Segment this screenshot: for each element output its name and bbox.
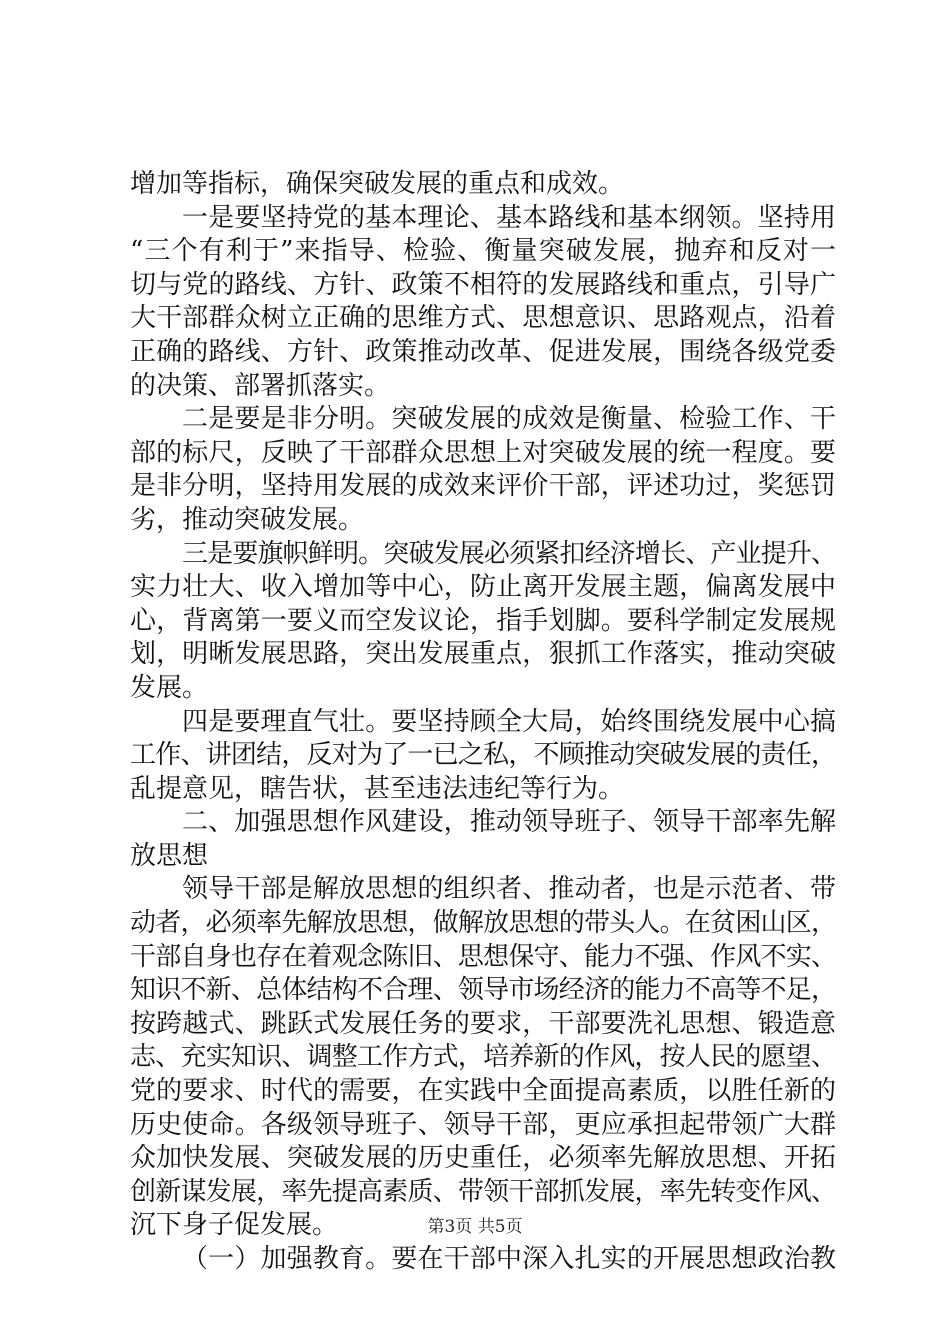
text-line: 领导干部是解放思想的组织者、推动者，也是示范者、带 xyxy=(182,874,836,905)
text-line: 知识不新、总体结构不合理、领导市场经济的能力不高等不足， xyxy=(130,975,836,1006)
text-line: 乱提意见，瞎告状，甚至违法违纪等行为。 xyxy=(130,773,625,804)
text-line: “三个有利于”来指导、检验、衡量突破发展，抛弃和反对一 xyxy=(130,236,836,267)
text-line: 党的要求、时代的需要，在实践中全面提高素质，以胜任新的 xyxy=(130,1076,836,1107)
text-line: 放思想 xyxy=(130,840,209,871)
text-line: 三是要旗帜鲜明。突破发展必须紧扣经济增长、产业提升、 xyxy=(182,538,836,569)
text-line: 志、充实知识、调整工作方式，培养新的作风，按人民的愿望、 xyxy=(130,1042,836,1073)
text-line: 创新谋发展，率先提高素质、带领干部抓发展，率先转变作风、 xyxy=(130,1176,836,1207)
text-line: 劣，推动突破发展。 xyxy=(130,504,365,535)
text-line: 切与党的路线、方针、政策不相符的发展路线和重点，引导广 xyxy=(130,269,836,300)
text-line: 大干部群众树立正确的思维方式、思想意识、思路观点，沿着 xyxy=(130,303,836,334)
text-line: 工作、讲团结，反对为了一已之私，不顾推动突破发展的责任， xyxy=(130,740,836,771)
body-text xyxy=(130,168,836,1277)
text-line: 增加等指标，确保突破发展的重点和成效。 xyxy=(130,169,625,199)
text-line: 心，背离第一要义而空发议论，指手划脚。要科学制定发展规 xyxy=(130,605,836,636)
text-line: 一是要坚持党的基本理论、基本路线和基本纲领。坚持用 xyxy=(182,202,836,233)
text-line: 按跨越式、跳跃式发展任务的要求，干部要洗礼思想、锻造意 xyxy=(130,1008,836,1039)
text-line: 是非分明，坚持用发展的成效来评价干部，评述功过，奖惩罚 xyxy=(130,471,836,502)
text-line: 划，明晰发展思路，突出发展重点，狠抓工作落实，推动突破 xyxy=(130,639,836,670)
page-footer: 第3页 共5页 xyxy=(427,1217,523,1237)
text-line: （一）加强教育。要在干部中深入扎实的开展思想政治教 xyxy=(182,1244,836,1274)
text-line: 二是要是非分明。突破发展的成效是衡量、检验工作、干 xyxy=(182,404,836,435)
text-line: 发展。 xyxy=(130,672,209,703)
text-line: 沉下身子促发展。 xyxy=(130,1210,339,1241)
text-line: 部的标尺，反映了干部群众思想上对突破发展的统一程度。要 xyxy=(130,437,836,468)
text-line: 四是要理直气壮。要坚持顾全大局，始终围绕发展中心搞 xyxy=(182,706,836,737)
text-line: 历史使命。各级领导班子、领导干部，更应承担起带领广大群 xyxy=(130,1109,836,1140)
text-line: 正确的路线、方针、政策推动改革、促进发展，围绕各级党委 xyxy=(130,336,836,367)
text-line: 动者，必须率先解放思想，做解放思想的带头人。在贫困山区， xyxy=(130,908,836,939)
text-line: 实力壮大、收入增加等中心，防止离开发展主题，偏离发展中 xyxy=(130,572,836,603)
text-line: 二、加强思想作风建设，推动领导班子、领导干部率先解 xyxy=(182,807,836,838)
text-line: 干部自身也存在着观念陈旧、思想保守、能力不强、作风不实、 xyxy=(130,941,836,972)
text-line: 众加快发展、突破发展的历史重任，必须率先解放思想、开拓 xyxy=(130,1143,836,1174)
text-line: 的决策、部署抓落实。 xyxy=(130,370,391,401)
